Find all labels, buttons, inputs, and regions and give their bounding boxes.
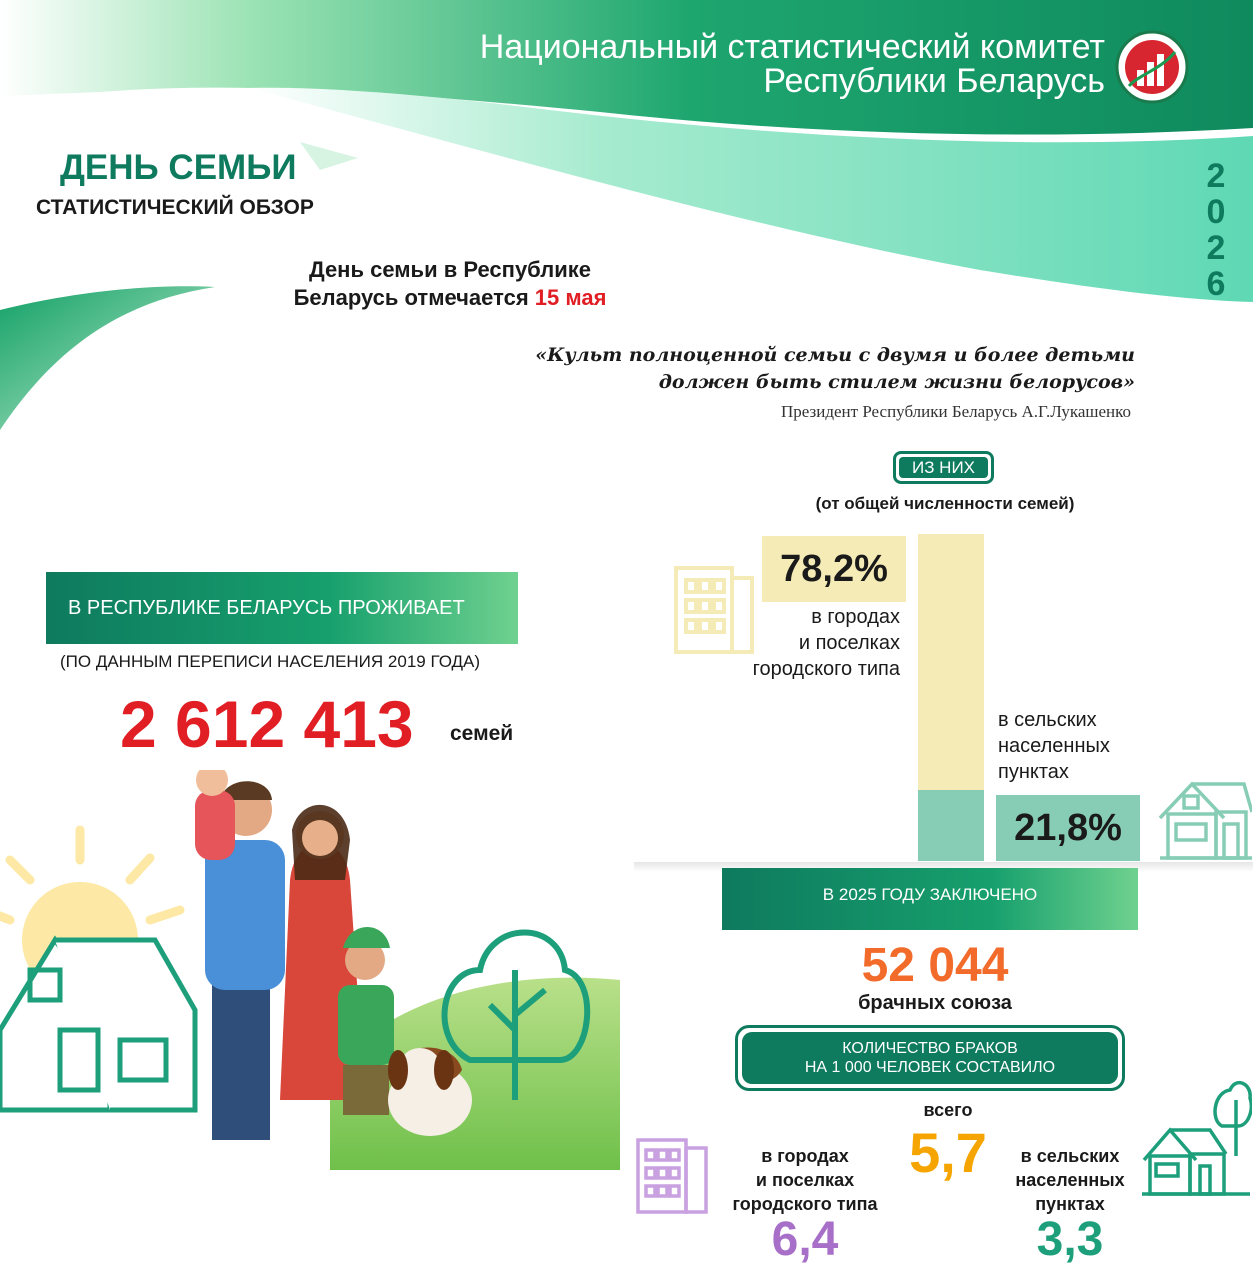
rural-rate-value: 3,3	[1036, 1213, 1104, 1266]
families-count: 2 612 413	[120, 687, 414, 761]
apartment-building-icon	[634, 1130, 710, 1216]
family-day-date: 15 мая	[534, 285, 607, 310]
organization-name	[480, 30, 1105, 98]
family-illustration	[0, 770, 620, 1270]
rural-share-bar	[918, 790, 984, 861]
rural-label-line: в сельских	[998, 709, 1097, 731]
urban-rate-label-line: и поселках	[755, 1170, 855, 1190]
urban-share-bar	[918, 534, 984, 790]
marriages-unit: брачных союза	[858, 992, 1012, 1014]
rural-rate-label	[1000, 1144, 1140, 1216]
page-title: ДЕНЬ СЕМЬИ	[60, 148, 297, 187]
marriage-rate-badge	[735, 1025, 1125, 1091]
families-unit: семей	[450, 722, 514, 745]
of-them-badge	[893, 451, 994, 484]
quote-line2: должен быть стилем жизни белорусов»	[658, 371, 1135, 393]
page-subtitle: СТАТИСТИЧЕСКИЙ ОБЗОР	[36, 196, 314, 219]
family-day-line1: День семьи в Республике	[309, 257, 591, 282]
census-banner: В РЕСПУБЛИКЕ БЕЛАРУСЬ ПРОЖИВАЕТ	[46, 572, 518, 644]
quote-line1: «Культ полноценной семьи с двумя и более детьми	[535, 344, 1135, 366]
rural-label-line: пунктах	[998, 761, 1069, 783]
rural-rate-label-line: в сельских	[1020, 1146, 1120, 1166]
total-rate-label: всего	[923, 1100, 973, 1120]
year-digit: 0	[1206, 193, 1226, 231]
distribution-caption: (от общей численности семей)	[815, 494, 1075, 513]
urban-label-line: в городах	[811, 606, 900, 628]
rate-caption-line2: НА 1 000 ЧЕЛОВЕК СОСТАВИЛО	[804, 1059, 1056, 1076]
belstat-emblem-icon	[1115, 30, 1189, 104]
family-people	[195, 770, 472, 1140]
house-outline-icon	[1156, 778, 1252, 862]
marriages-count: 52 044	[861, 939, 1009, 992]
urban-rate-value: 6,4	[771, 1213, 839, 1266]
year-digit: 6	[1206, 265, 1226, 303]
marriage-rate-caption	[742, 1032, 1118, 1084]
rural-rate-label-line: пунктах	[1035, 1194, 1105, 1214]
rural-label-line: населенных	[998, 735, 1110, 757]
quote-author: Президент Республики Беларусь А.Г.Лукашенко	[781, 402, 1131, 421]
rural-rate-label-line: населенных	[1015, 1170, 1125, 1190]
org-name-line2: Республики Беларусь	[763, 62, 1105, 100]
rural-families-percent: 21,8%	[996, 795, 1140, 861]
urban-rate-label-line: в городах	[761, 1146, 849, 1166]
org-name-line1: Национальный статистический комитет	[479, 28, 1105, 66]
urban-rate-label	[710, 1144, 900, 1216]
urban-families-label	[700, 604, 900, 682]
census-source: (ПО ДАННЫМ ПЕРЕПИСИ НАСЕЛЕНИЯ 2019 ГОДА)	[60, 652, 481, 671]
year-digit: 2	[1206, 229, 1226, 267]
family-day-note	[200, 256, 700, 312]
marriages-banner: В 2025 ГОДУ ЗАКЛЮЧЕНО	[722, 868, 1138, 930]
of-them-label: ИЗ НИХ	[899, 457, 988, 478]
year-vertical	[1198, 158, 1234, 302]
total-rate-value: 5,7	[909, 1121, 987, 1184]
year-digit: 2	[1206, 157, 1226, 195]
urban-label-line: и поселках	[798, 632, 900, 654]
rural-house-tree-icon	[1140, 1080, 1252, 1198]
urban-rate-label-line: городского типа	[732, 1194, 878, 1214]
rate-caption-line1: КОЛИЧЕСТВО БРАКОВ	[842, 1040, 1018, 1057]
president-quote	[515, 342, 1135, 396]
family-day-line2: Беларусь отмечается	[293, 285, 529, 310]
urban-families-percent: 78,2%	[762, 536, 906, 602]
rural-families-label	[998, 707, 1158, 785]
urban-label-line: городского типа	[752, 658, 900, 680]
